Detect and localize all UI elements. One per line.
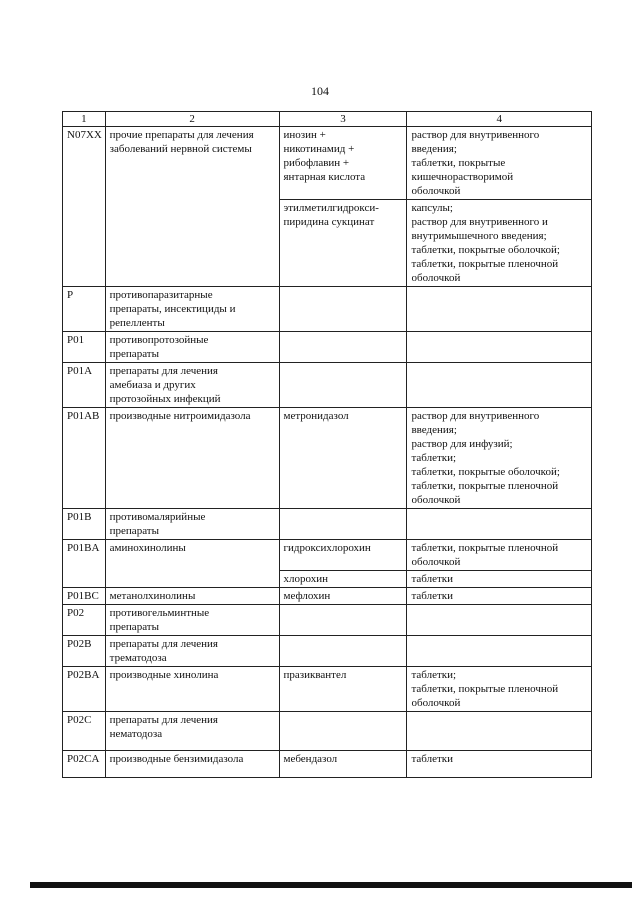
column-header: 3 [279, 112, 407, 127]
drug-name-cell [279, 636, 407, 667]
drug-name-cell [279, 571, 407, 588]
drug-name-cell [279, 667, 407, 712]
text-line: противопротозойные [109, 334, 209, 346]
dosage-form-cell [407, 636, 592, 667]
drug-name-cell [279, 588, 407, 605]
table-row [63, 408, 592, 509]
text-line: таблетки [411, 753, 454, 765]
text-line: раствор для внутривенного и [411, 216, 548, 228]
group-name-cell [105, 127, 279, 287]
atc-code-cell: P02BA [63, 667, 106, 712]
text-line: таблетки, покрытые пленочной [411, 542, 559, 554]
atc-code-cell: P [63, 287, 106, 332]
text-line: амебиаза и других [109, 379, 196, 391]
text-line: таблетки, покрытые оболочкой; [411, 244, 560, 256]
group-name-cell [105, 408, 279, 509]
text-line: противогельминтные [109, 607, 210, 619]
text-line: гидроксихлорохин [283, 542, 371, 554]
text-line: мебендазол [283, 753, 338, 765]
text-line: инозин + [283, 129, 326, 141]
group-name-cell [105, 363, 279, 408]
atc-code-cell: P02C [63, 712, 106, 751]
column-header: 4 [407, 112, 592, 127]
dosage-form-cell [407, 571, 592, 588]
table-row [63, 363, 592, 408]
atc-code-cell: N07XX [63, 127, 106, 287]
text-line: таблетки; [411, 669, 457, 681]
text-line: препараты [109, 348, 159, 360]
text-line: таблетки, покрытые пленочной [411, 480, 559, 492]
atc-code-cell: P02B [63, 636, 106, 667]
group-name-cell [105, 588, 279, 605]
atc-code-cell: P01B [63, 509, 106, 540]
atc-code-cell: P02CA [63, 751, 106, 778]
text-line: препараты [109, 525, 159, 537]
drug-name-cell [279, 332, 407, 363]
atc-code-cell: P01 [63, 332, 106, 363]
scan-edge-bar [30, 882, 632, 888]
text-line: раствор для инфузий; [411, 438, 513, 450]
text-line: раствор для внутривенного [411, 410, 540, 422]
drug-name-cell [279, 200, 407, 287]
text-line: рибофлавин + [283, 157, 350, 169]
drug-name-cell [279, 712, 407, 751]
atc-code-cell: P01BA [63, 540, 106, 588]
text-line: пиридина сукцинат [283, 216, 375, 228]
text-line: препараты для лечения [109, 714, 218, 726]
dosage-form-cell [407, 667, 592, 712]
text-line: оболочкой [411, 185, 461, 197]
drug-name-cell [279, 540, 407, 571]
text-line: производные хинолина [109, 669, 219, 681]
text-line: оболочкой [411, 272, 461, 284]
group-name-cell [105, 712, 279, 751]
text-line: нематодоза [109, 728, 163, 740]
text-line: препараты, инсектициды и [109, 303, 236, 315]
drug-name-cell [279, 605, 407, 636]
text-line: празиквантел [283, 669, 347, 681]
atc-code-cell: P01A [63, 363, 106, 408]
column-header: 2 [105, 112, 279, 127]
text-line: метанолхинолины [109, 590, 196, 602]
text-line: оболочкой [411, 494, 461, 506]
text-line: введения; [411, 143, 457, 155]
text-line: оболочкой [411, 556, 461, 568]
text-line: таблетки, покрытые пленочной [411, 683, 559, 695]
table-row [63, 588, 592, 605]
drug-name-cell [279, 408, 407, 509]
text-line: кишечнорастворимой [411, 171, 514, 183]
text-line: таблетки, покрытые оболочкой; [411, 466, 560, 478]
text-line: оболочкой [411, 697, 461, 709]
text-line: янтарная кислота [283, 171, 366, 183]
page-number: 104 [311, 84, 329, 98]
text-line: репелленты [109, 317, 165, 329]
text-line: производные бензимидазола [109, 753, 244, 765]
dosage-form-cell [407, 605, 592, 636]
text-line: мефлохин [283, 590, 331, 602]
text-line: препараты для лечения [109, 638, 218, 650]
table-row [63, 636, 592, 667]
group-name-cell [105, 332, 279, 363]
column-header: 1 [63, 112, 106, 127]
dosage-form-cell [407, 332, 592, 363]
atc-code-cell: P01BC [63, 588, 106, 605]
text-line: этилметилгидрокси- [283, 202, 379, 214]
table-header-row [63, 112, 592, 127]
text-line: таблетки [411, 590, 454, 602]
text-line: внутримышечного введения; [411, 230, 547, 242]
table-row [63, 605, 592, 636]
text-line: таблетки, покрытые пленочной [411, 258, 559, 270]
dosage-form-cell [407, 363, 592, 408]
dosage-form-cell [407, 588, 592, 605]
dosage-form-cell [407, 751, 592, 778]
drug-name-cell [279, 287, 407, 332]
table-row [63, 540, 592, 571]
text-line: препараты для лечения [109, 365, 218, 377]
text-line: хлорохин [283, 573, 328, 585]
text-line: раствор для внутривенного [411, 129, 540, 141]
drug-name-cell [279, 509, 407, 540]
table-row [63, 332, 592, 363]
text-line: аминохинолины [109, 542, 186, 554]
group-name-cell [105, 287, 279, 332]
text-line: капсулы; [411, 202, 453, 214]
atc-code-cell: P02 [63, 605, 106, 636]
text-line: никотинамид + [283, 143, 355, 155]
group-name-cell [105, 667, 279, 712]
text-line: метронидазол [283, 410, 349, 422]
dosage-form-cell [407, 712, 592, 751]
drug-name-cell [279, 751, 407, 778]
group-name-cell [105, 751, 279, 778]
dosage-form-cell [407, 287, 592, 332]
atc-code-cell: P01AB [63, 408, 106, 509]
drug-name-cell [279, 127, 407, 200]
text-line: таблетки; [411, 452, 457, 464]
table-row [63, 751, 592, 778]
text-line: препараты [109, 621, 159, 633]
text-line: прочие препараты для лечения [109, 129, 254, 141]
group-name-cell [105, 540, 279, 588]
dosage-form-cell [407, 127, 592, 200]
group-name-cell [105, 509, 279, 540]
text-line: трематодоза [109, 652, 167, 664]
dosage-form-cell [407, 408, 592, 509]
dosage-form-cell [407, 509, 592, 540]
dosage-form-cell [407, 200, 592, 287]
text-line: противопаразитарные [109, 289, 213, 301]
table-row [63, 667, 592, 712]
table-row [63, 509, 592, 540]
text-line: производные нитроимидазола [109, 410, 251, 422]
group-name-cell [105, 605, 279, 636]
text-line: заболеваний нервной системы [109, 143, 252, 155]
text-line: таблетки [411, 573, 454, 585]
table-row [63, 127, 592, 200]
text-line: противомалярийные [109, 511, 206, 523]
group-name-cell [105, 636, 279, 667]
text-line: таблетки, покрытые [411, 157, 506, 169]
dosage-form-cell [407, 540, 592, 571]
text-line: протозойных инфекций [109, 393, 221, 405]
table-row [63, 712, 592, 751]
text-line: введения; [411, 424, 457, 436]
table-row [63, 287, 592, 332]
drug-name-cell [279, 363, 407, 408]
medicines-table [62, 111, 592, 778]
